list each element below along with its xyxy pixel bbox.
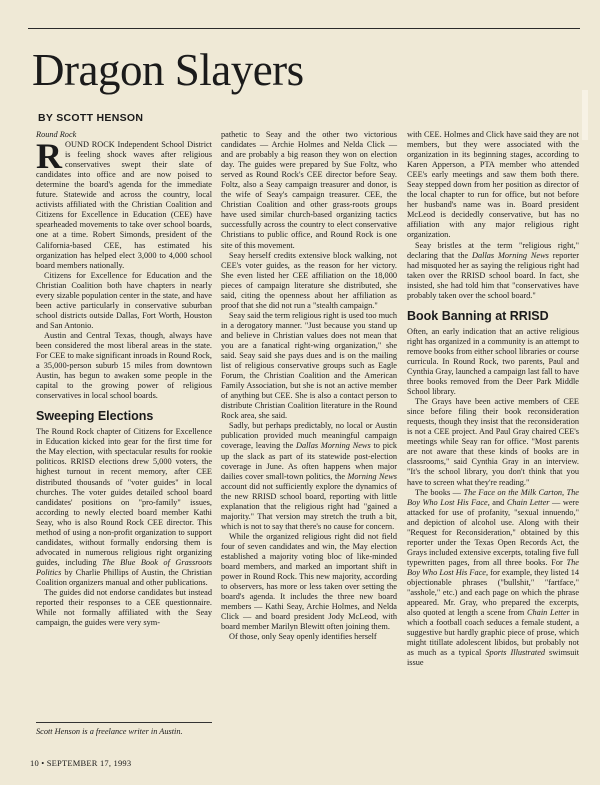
italic-title: The Face on the Milk Carton, The Boy Who Lost His Face	[407, 487, 579, 507]
text-run: in which a football coach seduces a female student, a suggestive but hardly graphic piece of prose, which might titillate adolescent libidos, but probably not as much as a typical	[407, 608, 579, 658]
paragraph	[407, 488, 579, 669]
page-folio: 10 • SEPTEMBER 17, 1993	[30, 758, 132, 768]
byline: BY SCOTT HENSON	[38, 112, 144, 124]
paragraph: Often, an early indication that an active religious right has organized in a community is an attempt to remove books from either school libraries or course curricula. In Round Rock, two parents, Paul and Cynthia Gray, launched a campaign last fall to have three books removed from the Deer Park Middle School library.	[407, 326, 579, 397]
italic-title: The Blue Book of Grassroots Politics	[36, 557, 212, 577]
text-run: Seay bristles at the term "religious right," declaring that the	[407, 240, 579, 260]
drop-cap: R	[36, 136, 62, 177]
column-2	[221, 130, 397, 642]
paragraph: The guides did not endorse candidates but instead reported their responses to a CEE questionnaire. While not formally affiliated with the Seay campaign, the guides were very sym-	[36, 588, 212, 628]
paragraph: Seay herself credits extensive block walking, not CEE's voter guides, as the reason for her victory. She even listed her CEE affiliation on the 18,000 pieces of campaign literature she distributed, she said, citing the openness about her affiliation as proof that she did not run a "stealth campaign."	[221, 250, 397, 310]
paragraph	[36, 427, 212, 588]
italic-title: Chain Letter	[526, 608, 570, 618]
article-title: Dragon Slayers	[32, 45, 304, 95]
paragraph: with CEE. Holmes and Click have said they are not members, but they were associated with the organization in its beginning stages, according to Karen Apperson, a PTA member who attended CEE's early meetings and saw them both there. Seay stepped down from her position as director of the local chapter to run for office, but not before her husband's name was in. Board president McLeod is decidedly conservative, but has no affiliation with any major religious right organization.	[407, 130, 579, 240]
text-run: reporter had misquoted her as saying the religious right had taken over the RRISD school board. In fact, she insisted, she had told him that "conservatives have probably taken over the school board."	[407, 250, 579, 300]
paragraph	[221, 421, 397, 532]
top-rule	[28, 28, 580, 29]
italic-title: Dallas Morning News	[472, 250, 549, 260]
italic-title: Dallas Morning News	[295, 441, 371, 451]
paragraph: pathetic to Seay and the other two victorious candidates — Archie Holmes and Nelda Click — and are probably a big reason they won on election day. The guides were prepared by Sue Foltz, who served as Round Rock's CEE director before Seay. Foltz, also a Seay campaign treasurer and donor, is the wife of Seay's campaign treasurer. CEE, the Christian Coalition and other grass-roots groups have used similar church-based organizing tactics successfully across the country to elect conservative Christians to public office, and Round Rock is one site of this movement.	[221, 130, 397, 250]
text-run: , for example, they listed 14 objectionable phrases ("bullshit," "fartface," "asshole," etc.) and each page on which the phrase appeared. Mr. Gray, who prepared the excerpts, also quoted at length a scene from	[407, 567, 580, 618]
column-3	[407, 130, 579, 668]
text-run: — were attacked for use of profanity, "sexual innuendo," and depiction of alcohol use. Along with their "Request for Reconsideration," obtained by this reporter under the Texas Open Records Act, the Grays included extensive excerpts, totaling five full typewritten pages, from all three books. For	[407, 497, 579, 567]
page-scuff	[582, 90, 588, 140]
paragraph: Citizens for Excellence for Education and the Christian Coalition both have chapters in nearly every sizable population center in the state, and have been active particularly in conservative suburban school districts outside Dallas, Fort Worth, Houston and San Antonio.	[36, 270, 212, 330]
text-run: account did not sufficiently explore the dynamics of the new RRISD school board, reporting with little explanation that the religious right had "gained a majority." That version may stretch the truth a bit, which is not to say that there's no cause for concern.	[221, 481, 397, 531]
subhead-sweeping-elections: Sweeping Elections	[36, 409, 154, 424]
dateline: Round Rock	[36, 130, 77, 139]
lead-paragraph	[36, 136, 212, 271]
paragraph	[407, 241, 579, 301]
author-bio: Scott Henson is a freelance writer in Austin.	[36, 722, 212, 737]
text-run: The Round Rock chapter of Citizens for Excellence in Education kicked into gear for the first time for the May election, with spectacular results for rookie politicos. RRISD elections drew 5,000 voters, the highest turnout in recent memory, after CEE distributed thousands of "voter guides" in local churches. The voter guides detailed school board candidates' positions on "pro-family" issues, according to newly elected board member Kathi Seay, who is also Round Rock CEE director. This method of using a non-profit organization to support candidates, without formally endorsing them is advocated in numerous religious right organizing guides, including	[36, 427, 212, 567]
text-run: by Charlie Phillips of Austin, the Christian Coalition organizers manual and other publications.	[36, 567, 212, 587]
column-1	[36, 130, 212, 628]
italic-title: Morning News	[347, 471, 397, 481]
italic-title: The Boy Who Lost His Face	[407, 557, 579, 577]
text-run: , and	[487, 497, 507, 507]
paragraph: Of those, only Seay openly identifies herself	[229, 632, 377, 642]
paragraph: The Grays have been active members of CEE since before filing their book reconsideration requests, though they insist that the reconsideration is not a CEE project. And Paul Gray chaired CEE's meetings while Seay ran for office. "Most parents are not aware that these kinds of books are in classrooms," said Cynthia Gray in an interview. "It's the school library, you don't think that you have to screen what they're reading."	[407, 397, 579, 487]
italic-title: Sports Illustrated	[485, 648, 546, 658]
paragraph: Seay said the term religious right is used too much in a derogatory manner. "Just because you stand up and believe in Christian values does not mean that you are a fanatical right-wing organization," she said. Seay said she pays dues and is on the mailing list of religious conservative groups such as Eagle Forum, the Christian Coalition and the American Family Association, but she is not an active member of anything but CEE. She is also a contact person to distribute Christian Coalition literature in the Round Rock area, she said.	[221, 310, 397, 421]
paragraph: Austin and Central Texas, though, always have been considered the most liberal areas in the state. For CEE to make significant inroads in Round Rock, a 35,000-person suburb 15 miles from downtown Austin, has begun to awaken some people in the capital to the growing power of religious conservatives in local school boards.	[36, 330, 212, 401]
text-run: swimsuit issue	[407, 648, 580, 668]
lead-text: OUND ROCK Independent School District is feeling shock waves after religious conservatives swept their slate of candidates into office and are now poised to determine the board's agenda for the immediate future. Statewide and across the country, local activists affiliated with the Christian Coalition and Citizens for Excellence in Education (CEE) have spearheaded movements to take over school boards, one at a time. Robert Simonds, president of the California-based CEE, has estimated his organization has helped elect 3,000 to 4,000 school board members nationally.	[36, 140, 212, 270]
italic-title: Chain Letter	[506, 497, 550, 507]
subhead-book-banning: Book Banning at RRISD	[407, 308, 549, 323]
paragraph: While the organized religious right did not field four of seven candidates and win, the May election established a majority voting bloc of like-minded board members, and marked an important shift in power in Round Rock. This new majority, according to observers, has more or less taken over setting the board's agenda. It includes the three new board members — Kathi Seay, Archie Holmes, and Nelda Click — and board president Jody McLeod, with board member Marilyn Blewitt often joining them.	[221, 531, 397, 632]
text-run: The books —	[415, 487, 464, 497]
text-run: to pick up the slack as part of its statewide post-election coverage in June. As often happens when major dailies cover small-town politics, the	[221, 441, 398, 481]
text-run: Sadly, but perhaps predictably, no local or Austin publication provided much meaningful campaign coverage, leaving the	[221, 421, 397, 451]
